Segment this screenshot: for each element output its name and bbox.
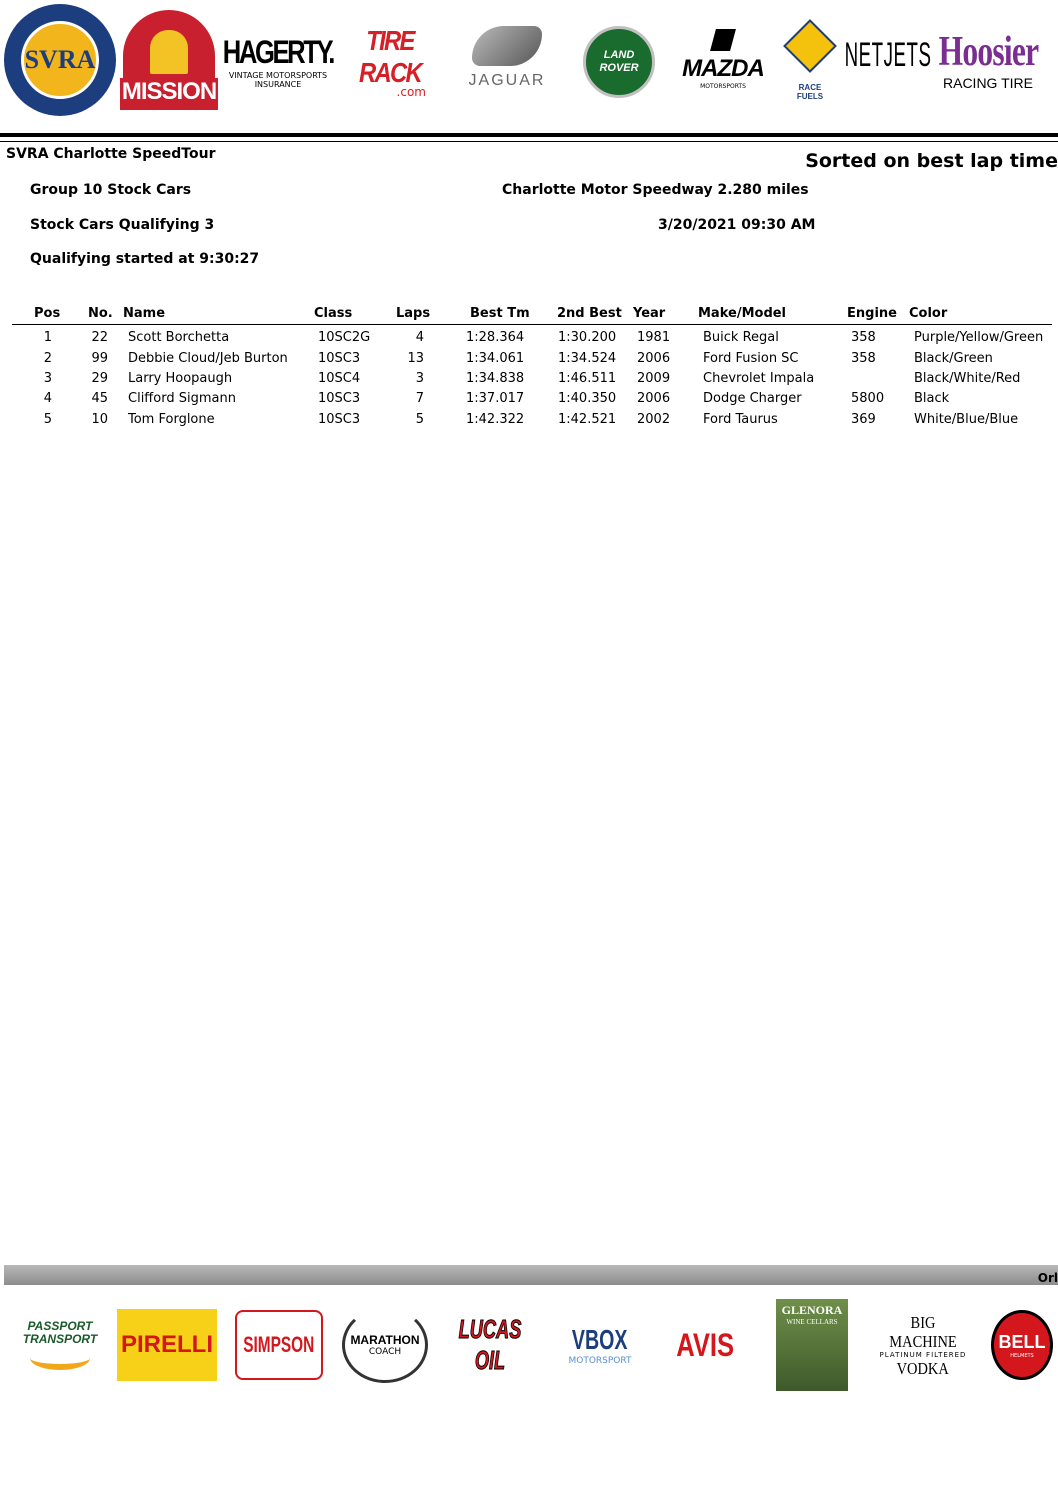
col-color: Color xyxy=(909,306,948,321)
table-row: 1 22 Scott Borchetta 10SC2G 4 1:28.364 1:30.200 1981 Buick Regal 358 Purple/Yellow/Green xyxy=(43,330,1044,345)
col-make-model: Make/Model xyxy=(698,306,787,321)
header-rule xyxy=(0,133,1058,137)
results-table-header xyxy=(0,306,1058,324)
avis-logo: AVIS xyxy=(676,1326,734,1363)
col-name: Name xyxy=(123,306,166,321)
lucas-oil-logo: LUCAS OIL xyxy=(458,1314,522,1375)
landrover-logo: LAND ROVER xyxy=(574,10,664,114)
leaping-cat-icon xyxy=(472,26,542,66)
footer-tag: Orl xyxy=(1037,1271,1058,1285)
marathon-coach-logo xyxy=(336,1290,434,1400)
big-machine-vodka-logo: BIG MACHINE PLATINUM FILTERED VODKA xyxy=(879,1312,967,1378)
glenora-logo: GLENORA WINE CELLARS xyxy=(760,1290,864,1400)
col-second-best: 2nd Best xyxy=(557,306,622,321)
jaguar-logo: JAGUAR xyxy=(460,12,554,104)
pirelli-logo: PIRELLI xyxy=(114,1290,220,1400)
session-datetime: 3/20/2021 09:30 AM xyxy=(658,217,816,233)
tirerack-logo: TIRE RACK .com xyxy=(359,25,426,99)
col-engine: Engine xyxy=(847,306,897,321)
sponsor-banner-bottom xyxy=(0,1290,1058,1402)
swoosh-icon xyxy=(30,1346,90,1370)
hoosier-logo: Hoosier RACING TIRE xyxy=(938,29,1038,91)
svra-logo-text: SVRA xyxy=(21,21,99,99)
table-row: 5 10 Tom Forglone 10SC3 5 1:42.322 1:42.521 2002 Ford Taurus 369 White/Blue/Blue xyxy=(43,412,1019,427)
col-pos: Pos xyxy=(34,306,61,321)
col-best: Best Tm xyxy=(470,306,530,321)
sponsor-banner-top xyxy=(0,0,1058,125)
sunoco-diamond-icon xyxy=(783,19,837,73)
table-row: 2 99 Debbie Cloud/Jeb Burton 10SC3 13 1:34.061 1:34.524 2006 Ford Fusion SC 358 Black/Green xyxy=(43,351,993,366)
vbox-logo: VBOX MOTORSPORT xyxy=(568,1324,632,1366)
table-row: 3 29 Larry Hoopaugh 10SC4 3 1:34.838 1:46.511 2009 Chevrolet Impala Black/White/Red xyxy=(43,371,1021,386)
mazda-stripe-icon xyxy=(710,29,736,51)
table-header-rule xyxy=(12,324,1052,325)
sort-note: Sorted on best lap time xyxy=(805,150,1058,172)
sunoco-logo: RACE FUELS xyxy=(786,6,834,112)
mazda-logo: MAZDA MOTORSPORTS xyxy=(678,6,768,112)
col-no: No. xyxy=(88,306,113,321)
session-start-time: Qualifying started at 9:30:27 xyxy=(30,251,260,267)
bell-helmets-logo: BELL HELMETS xyxy=(990,1290,1054,1400)
passport-transport-logo: PASSPORT TRANSPORT xyxy=(10,1290,110,1400)
col-class: Class xyxy=(314,306,353,321)
svra-logo xyxy=(2,2,118,118)
session-name: Stock Cars Qualifying 3 xyxy=(30,217,215,233)
track-name: Charlotte Motor Speedway 2.280 miles xyxy=(502,182,809,198)
simpson-logo: SIMPSON xyxy=(232,1290,326,1400)
group-name: Group 10 Stock Cars xyxy=(30,182,192,198)
hagerty-logo: HAGERTY. VINTAGE MOTORSPORTS INSURANCE xyxy=(222,33,334,89)
col-year: Year xyxy=(633,306,666,321)
netjets-logo: NETJETS xyxy=(844,35,932,74)
laurel-wreath-icon: MARATHON COACH xyxy=(342,1307,428,1383)
mission-logo: MISSION xyxy=(122,8,216,112)
event-title: SVRA Charlotte SpeedTour xyxy=(6,146,216,162)
bell-tower-icon xyxy=(150,30,188,74)
table-row: 4 45 Clifford Sigmann 10SC3 7 1:37.017 1:40.350 2006 Dodge Charger 5800 Black xyxy=(43,391,950,406)
header-rule-thin xyxy=(0,141,1058,142)
footer-band xyxy=(4,1265,1058,1285)
col-laps: Laps xyxy=(396,306,431,321)
